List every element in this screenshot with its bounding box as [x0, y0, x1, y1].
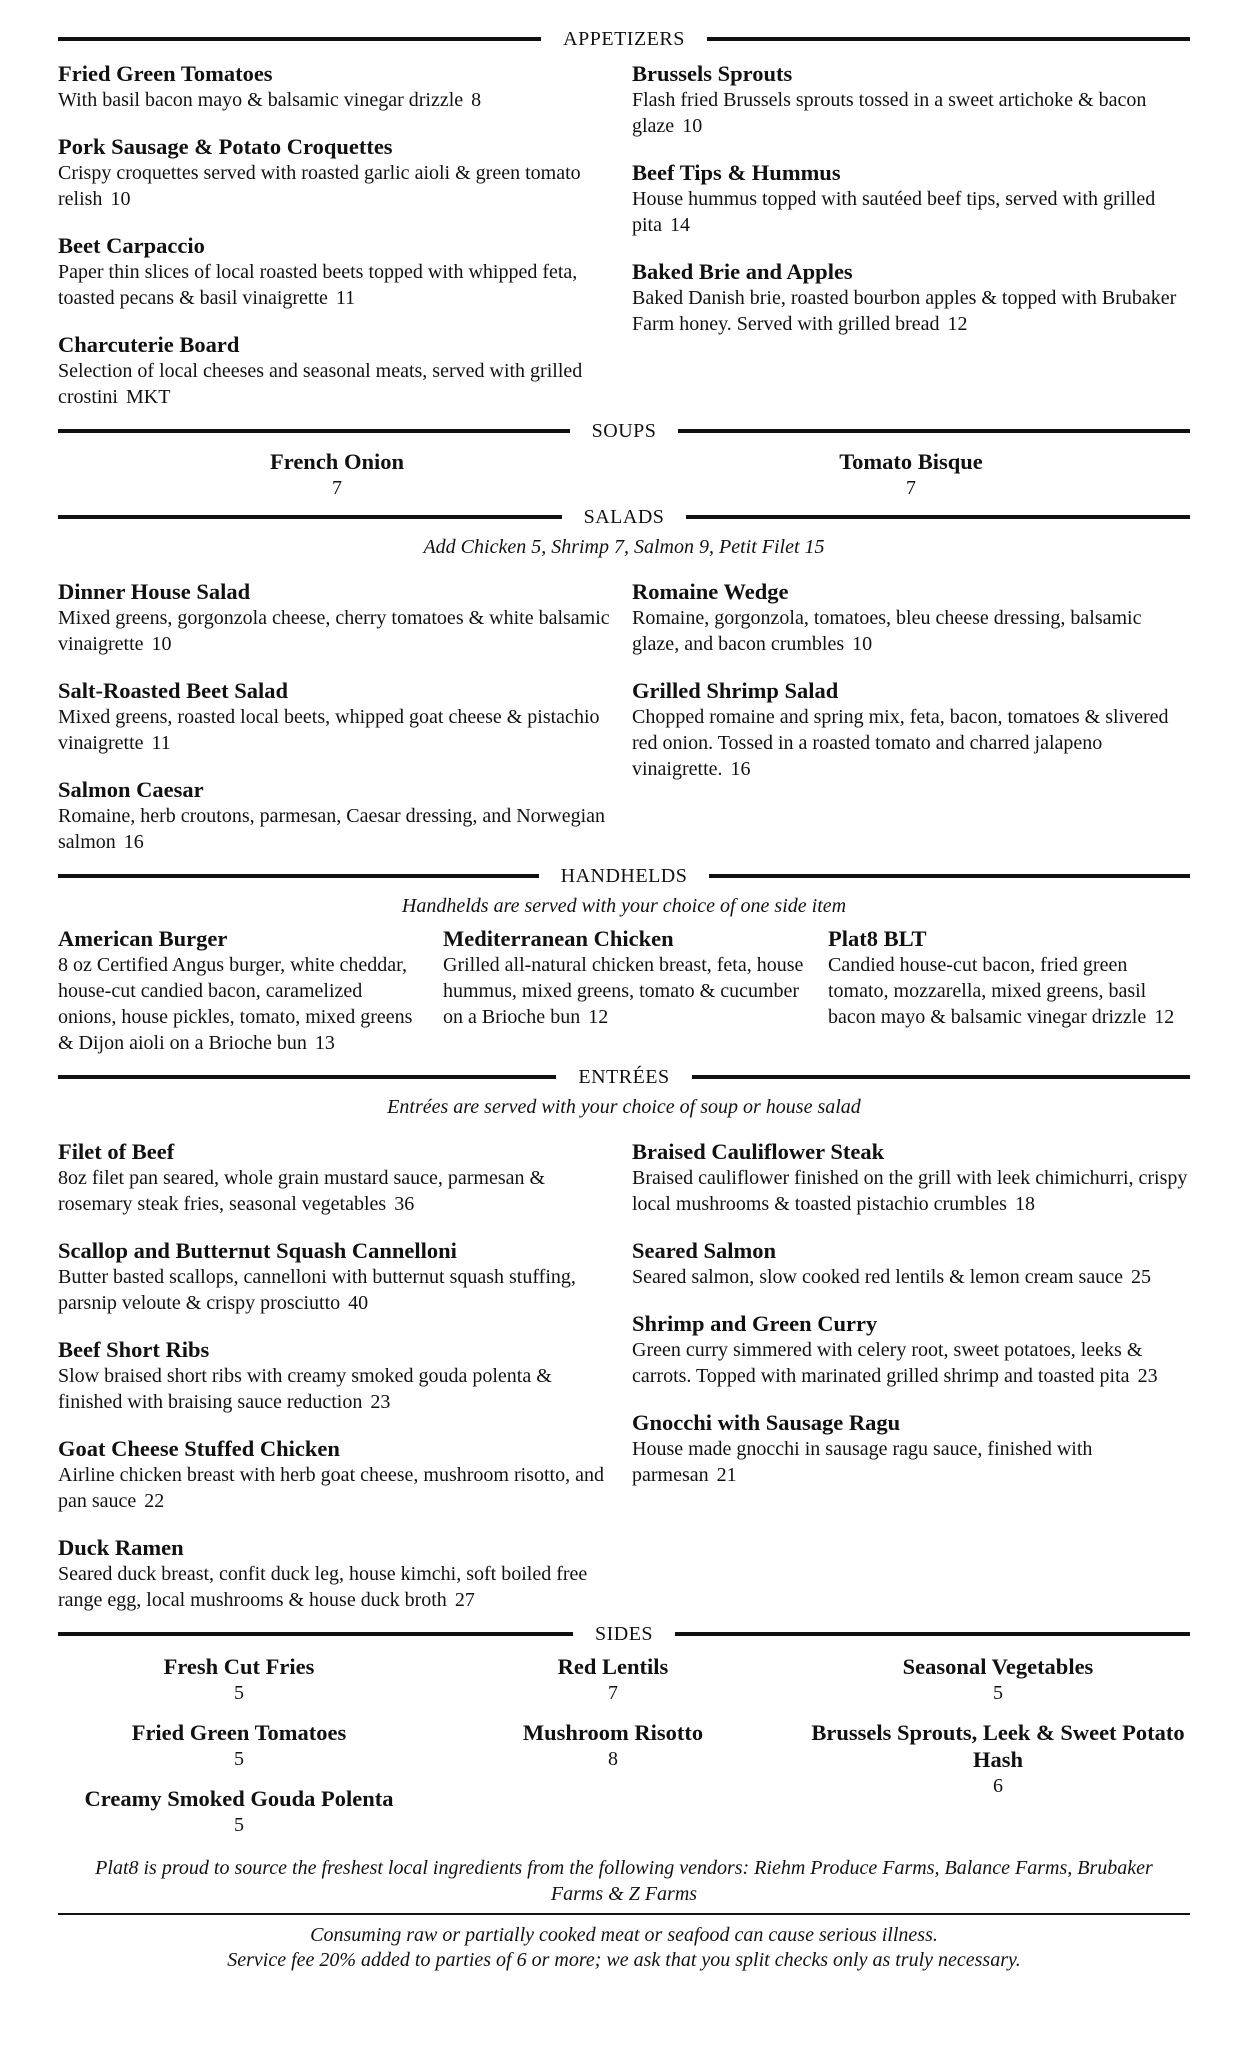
item-name: Mediterranean Chicken	[443, 926, 674, 951]
item-name: Seared Salmon	[632, 1238, 776, 1263]
handhelds-note: Handhelds are served with your choice of one side item	[401, 895, 847, 917]
menu-item	[58, 60, 616, 113]
divider	[709, 874, 1190, 878]
divider	[58, 37, 541, 41]
item-description	[58, 259, 616, 311]
item-price: 27	[454, 1589, 475, 1611]
item-name: Plat8 BLT	[828, 926, 927, 951]
item-name: Fresh Cut Fries	[163, 1654, 315, 1679]
item-price: 5	[234, 1682, 244, 1704]
menu-content	[58, 24, 1190, 1973]
side-item	[432, 1719, 794, 1773]
item-price: 21	[716, 1464, 737, 1486]
item-description	[58, 803, 616, 855]
section-title: SIDES	[594, 1622, 654, 1645]
item-name: Beef Tips & Hummus	[632, 160, 841, 185]
sides-column-3	[806, 1653, 1190, 1851]
item-desc-text: Green curry simmered with celery root, sweet potatoes, leeks & carrots. Topped with marinated grilled shrimp and toasted pita	[632, 1339, 1143, 1387]
section-title: SOUPS	[591, 419, 657, 442]
item-name: Pork Sausage & Potato Croquettes	[58, 134, 393, 159]
item-desc-text: Flash fried Brussels sprouts tossed in a sweet artichoke & bacon glaze	[632, 89, 1147, 137]
item-price: 25	[1130, 1266, 1151, 1288]
item-price: 7	[332, 477, 342, 499]
divider	[686, 515, 1190, 519]
item-name: Filet of Beef	[58, 1139, 175, 1164]
item-desc-text: Butter basted scallops, cannelloni with butternut squash stuffing, parsnip veloute & crispy prosciutto	[58, 1266, 576, 1314]
menu-item	[632, 60, 1190, 139]
item-price: 12	[588, 1006, 609, 1028]
item-desc-text: Romaine, herb croutons, parmesan, Caesar dressing, and Norwegian salmon	[58, 805, 606, 853]
menu-item	[632, 1138, 1190, 1217]
item-description	[632, 605, 1190, 657]
entrees-note: Entrées are served with your choice of soup or house salad	[387, 1096, 861, 1118]
item-name: French Onion	[270, 449, 404, 474]
menu-item	[58, 331, 616, 410]
item-name: American Burger	[58, 926, 228, 951]
item-name: Braised Cauliflower Steak	[632, 1139, 885, 1164]
item-desc-text: With basil bacon mayo & balsamic vinegar drizzle	[58, 89, 464, 111]
item-description	[632, 285, 1190, 337]
menu-item	[632, 1237, 1190, 1290]
divider	[692, 1075, 1190, 1079]
menu-item	[58, 1336, 616, 1415]
item-name: Shrimp and Green Curry	[632, 1311, 878, 1336]
item-desc-text: Paper thin slices of local roasted beets topped with whipped feta, toasted pecans & basil vinaigrette	[58, 261, 578, 309]
item-price: 18	[1014, 1193, 1035, 1215]
item-desc-text: Grilled all-natural chicken breast, feta, house hummus, mixed greens, tomato & cucumber on a Brioche bun	[443, 954, 804, 1028]
item-description	[58, 605, 616, 657]
item-desc-text: Seared salmon, slow cooked red lentils & lemon cream sauce	[632, 1266, 1123, 1288]
item-desc-text: Braised cauliflower finished on the grill with leek chimichurri, crispy local mushrooms & toasted pistachio crumbles	[632, 1167, 1188, 1215]
divider	[678, 429, 1190, 433]
item-description	[632, 87, 1190, 139]
item-description	[632, 1165, 1190, 1217]
item-price: 16	[123, 831, 144, 853]
item-price: 10	[852, 633, 873, 655]
item-price: 12	[947, 313, 968, 335]
item-name: Creamy Smoked Gouda Polenta	[84, 1786, 394, 1811]
item-desc-text: Seared duck breast, confit duck leg, house kimchi, soft boiled free range egg, local mushrooms & house duck broth	[58, 1563, 588, 1611]
item-desc-text: 8 oz Certified Angus burger, white cheddar, house-cut candied bacon, caramelized onions, house pickles, tomato, mixed greens & Dijon aioli on a Brioche bun	[58, 954, 413, 1054]
item-description	[58, 1363, 616, 1415]
divider	[58, 515, 562, 519]
item-name: Beet Carpaccio	[58, 233, 205, 258]
item-description	[443, 952, 805, 1030]
menu-item	[443, 925, 805, 1056]
salads-left-column	[58, 578, 616, 861]
item-price: 10	[110, 188, 131, 210]
menu-item	[58, 1138, 616, 1217]
salads-note: Add Chicken 5, Shrimp 7, Salmon 9, Petit Filet 15	[423, 536, 825, 558]
item-desc-text: Slow braised short ribs with creamy smoked gouda polenta & finished with braising sauce reduction	[58, 1365, 552, 1413]
menu-item	[58, 1435, 616, 1514]
sides-column-2	[432, 1653, 794, 1851]
item-description	[58, 87, 616, 113]
item-name: Baked Brie and Apples	[632, 259, 853, 284]
item-name: Salt-Roasted Beet Salad	[58, 678, 288, 703]
item-description	[632, 186, 1190, 238]
item-desc-text: 8oz filet pan seared, whole grain mustard sauce, parmesan & rosemary steak fries, seasonal vegetables	[58, 1167, 546, 1215]
sides-header	[58, 1619, 1190, 1649]
item-desc-text: Crispy croquettes served with roasted garlic aioli & green tomato relish	[58, 162, 581, 210]
item-desc-text: Mixed greens, roasted local beets, whipped goat cheese & pistachio vinaigrette	[58, 706, 600, 754]
item-desc-text: Selection of local cheeses and seasonal meats, served with grilled crostini	[58, 360, 583, 408]
item-description	[58, 1165, 616, 1217]
handhelds-header	[58, 861, 1190, 891]
item-price: 10	[682, 115, 703, 137]
item-price: 23	[370, 1391, 391, 1413]
appetizers-header	[58, 24, 1190, 54]
footer	[58, 1923, 1190, 1973]
item-price: 7	[906, 477, 916, 499]
sides-column-1	[58, 1653, 420, 1851]
soups-grid	[58, 448, 1190, 502]
item-name: Brussels Sprouts	[632, 61, 793, 86]
item-name: Red Lentils	[557, 1654, 669, 1679]
soup-item	[58, 448, 616, 502]
section-title: SALADS	[583, 505, 665, 528]
item-description	[632, 704, 1190, 782]
item-price: 7	[608, 1682, 618, 1704]
item-price: 5	[234, 1814, 244, 1836]
sides-grid	[58, 1653, 1190, 1851]
item-price: 5	[234, 1748, 244, 1770]
section-title: HANDHELDS	[560, 864, 688, 887]
menu-item	[58, 232, 616, 311]
item-price: 11	[151, 732, 171, 754]
item-description	[58, 160, 616, 212]
entrees-header	[58, 1062, 1190, 1092]
menu-item	[58, 925, 420, 1056]
item-desc-text: Romaine, gorgonzola, tomatoes, bleu cheese dressing, balsamic glaze, and bacon crumbles	[632, 607, 1142, 655]
item-price: 8	[471, 89, 482, 111]
item-desc-text: House hummus topped with sautéed beef tips, served with grilled pita	[632, 188, 1156, 236]
food-safety-warning: Consuming raw or partially cooked meat or seafood can cause serious illness.	[310, 1924, 938, 1946]
divider	[58, 1632, 573, 1636]
menu-item	[828, 925, 1190, 1056]
side-item	[58, 1653, 420, 1707]
service-fee-note: Service fee 20% added to parties of 6 or more; we ask that you split checks only as truly necessary.	[227, 1949, 1021, 1971]
item-desc-text: Candied house-cut bacon, fried green tomato, mozzarella, mixed greens, basil bacon mayo & balsamic vinegar drizzle	[828, 954, 1147, 1028]
item-name: Tomato Bisque	[839, 449, 983, 474]
item-description	[58, 1264, 616, 1316]
menu-item	[632, 1409, 1190, 1488]
item-price: 11	[335, 287, 356, 309]
menu-item	[58, 776, 616, 855]
section-title: ENTRÉES	[578, 1065, 670, 1088]
footer-divider	[58, 1913, 1190, 1915]
side-item	[432, 1653, 794, 1707]
divider	[58, 1075, 556, 1079]
divider	[58, 429, 570, 433]
item-name: Mushroom Risotto	[522, 1720, 704, 1745]
item-name: Fried Green Tomatoes	[58, 61, 273, 86]
menu-item	[58, 1534, 616, 1613]
appetizers-left-column	[58, 60, 616, 416]
item-name: Grilled Shrimp Salad	[632, 678, 839, 703]
item-name: Romaine Wedge	[632, 579, 789, 604]
side-item	[806, 1719, 1190, 1800]
item-name: Scallop and Butternut Squash Cannelloni	[58, 1238, 457, 1263]
item-desc-text: Mixed greens, gorgonzola cheese, cherry tomatoes & white balsamic vinaigrette	[58, 607, 610, 655]
item-name: Gnocchi with Sausage Ragu	[632, 1410, 901, 1435]
menu-item	[58, 133, 616, 212]
appetizers-grid	[58, 60, 1190, 416]
side-item	[806, 1653, 1190, 1707]
item-description	[58, 1462, 616, 1514]
item-price: 12	[1154, 1006, 1175, 1028]
divider	[675, 1632, 1190, 1636]
item-price: 5	[993, 1682, 1003, 1704]
item-description	[58, 952, 420, 1056]
menu-item	[632, 1310, 1190, 1389]
item-price: 8	[608, 1748, 618, 1770]
item-name: Charcuterie Board	[58, 332, 240, 357]
side-item	[58, 1719, 420, 1773]
menu-item	[58, 677, 616, 756]
item-description	[58, 1561, 616, 1613]
item-price: 13	[314, 1032, 335, 1054]
item-price: MKT	[126, 386, 171, 408]
item-name: Fried Green Tomatoes	[131, 1720, 347, 1745]
menu-item	[632, 258, 1190, 337]
item-price: 16	[730, 758, 751, 780]
item-name: Seasonal Vegetables	[902, 1654, 1094, 1679]
item-desc-text: Baked Danish brie, roasted bourbon apples & topped with Brubaker Farm honey. Served with grilled bread	[632, 287, 1177, 335]
appetizers-right-column	[632, 60, 1190, 416]
item-price: 23	[1137, 1365, 1158, 1387]
item-name: Beef Short Ribs	[58, 1337, 210, 1362]
entrees-left-column	[58, 1138, 616, 1619]
item-desc-text: Airline chicken breast with herb goat cheese, mushroom risotto, and pan sauce	[58, 1464, 604, 1512]
item-price: 36	[394, 1193, 415, 1215]
item-description	[58, 704, 616, 756]
salads-header	[58, 502, 1190, 532]
item-description	[632, 1337, 1190, 1389]
soup-item	[632, 448, 1190, 502]
item-description	[828, 952, 1190, 1030]
salads-right-column	[632, 578, 1190, 861]
item-desc-text: House made gnocchi in sausage ragu sauce, finished with parmesan	[632, 1438, 1093, 1486]
item-name: Goat Cheese Stuffed Chicken	[58, 1436, 340, 1461]
menu-item	[58, 1237, 616, 1316]
menu-item	[632, 677, 1190, 782]
item-price: 40	[348, 1292, 369, 1314]
item-price: 6	[993, 1775, 1003, 1797]
item-description	[632, 1436, 1190, 1488]
entrees-right-column	[632, 1138, 1190, 1619]
item-description	[58, 358, 616, 410]
item-desc-text: Chopped romaine and spring mix, feta, bacon, tomatoes & slivered red onion. Tossed in a roasted tomato and charred jalapeno vinaigrette.	[632, 706, 1169, 780]
item-price: 10	[151, 633, 172, 655]
side-item	[58, 1785, 420, 1839]
item-name: Dinner House Salad	[58, 579, 251, 604]
item-description	[632, 1264, 1190, 1290]
item-price: 14	[670, 214, 690, 236]
item-price: 22	[144, 1490, 165, 1512]
divider	[707, 37, 1190, 41]
divider	[58, 874, 539, 878]
item-name: Salmon Caesar	[58, 777, 204, 802]
item-name: Brussels Sprouts, Leek & Sweet Potato Hash	[811, 1720, 1185, 1772]
menu-item	[58, 578, 616, 657]
section-title: APPETIZERS	[563, 27, 685, 50]
soups-header	[58, 416, 1190, 446]
entrees-grid	[58, 1138, 1190, 1619]
salads-grid	[58, 578, 1190, 861]
vendors-note: Plat8 is proud to source the freshest local ingredients from the following vendors: Riehm Produce Farms, Balance Farms, Brubaker Farms & Z Farms	[95, 1857, 1153, 1905]
handhelds-grid	[58, 925, 1190, 1062]
item-name: Duck Ramen	[58, 1535, 184, 1560]
menu-item	[632, 159, 1190, 238]
menu-item	[632, 578, 1190, 657]
